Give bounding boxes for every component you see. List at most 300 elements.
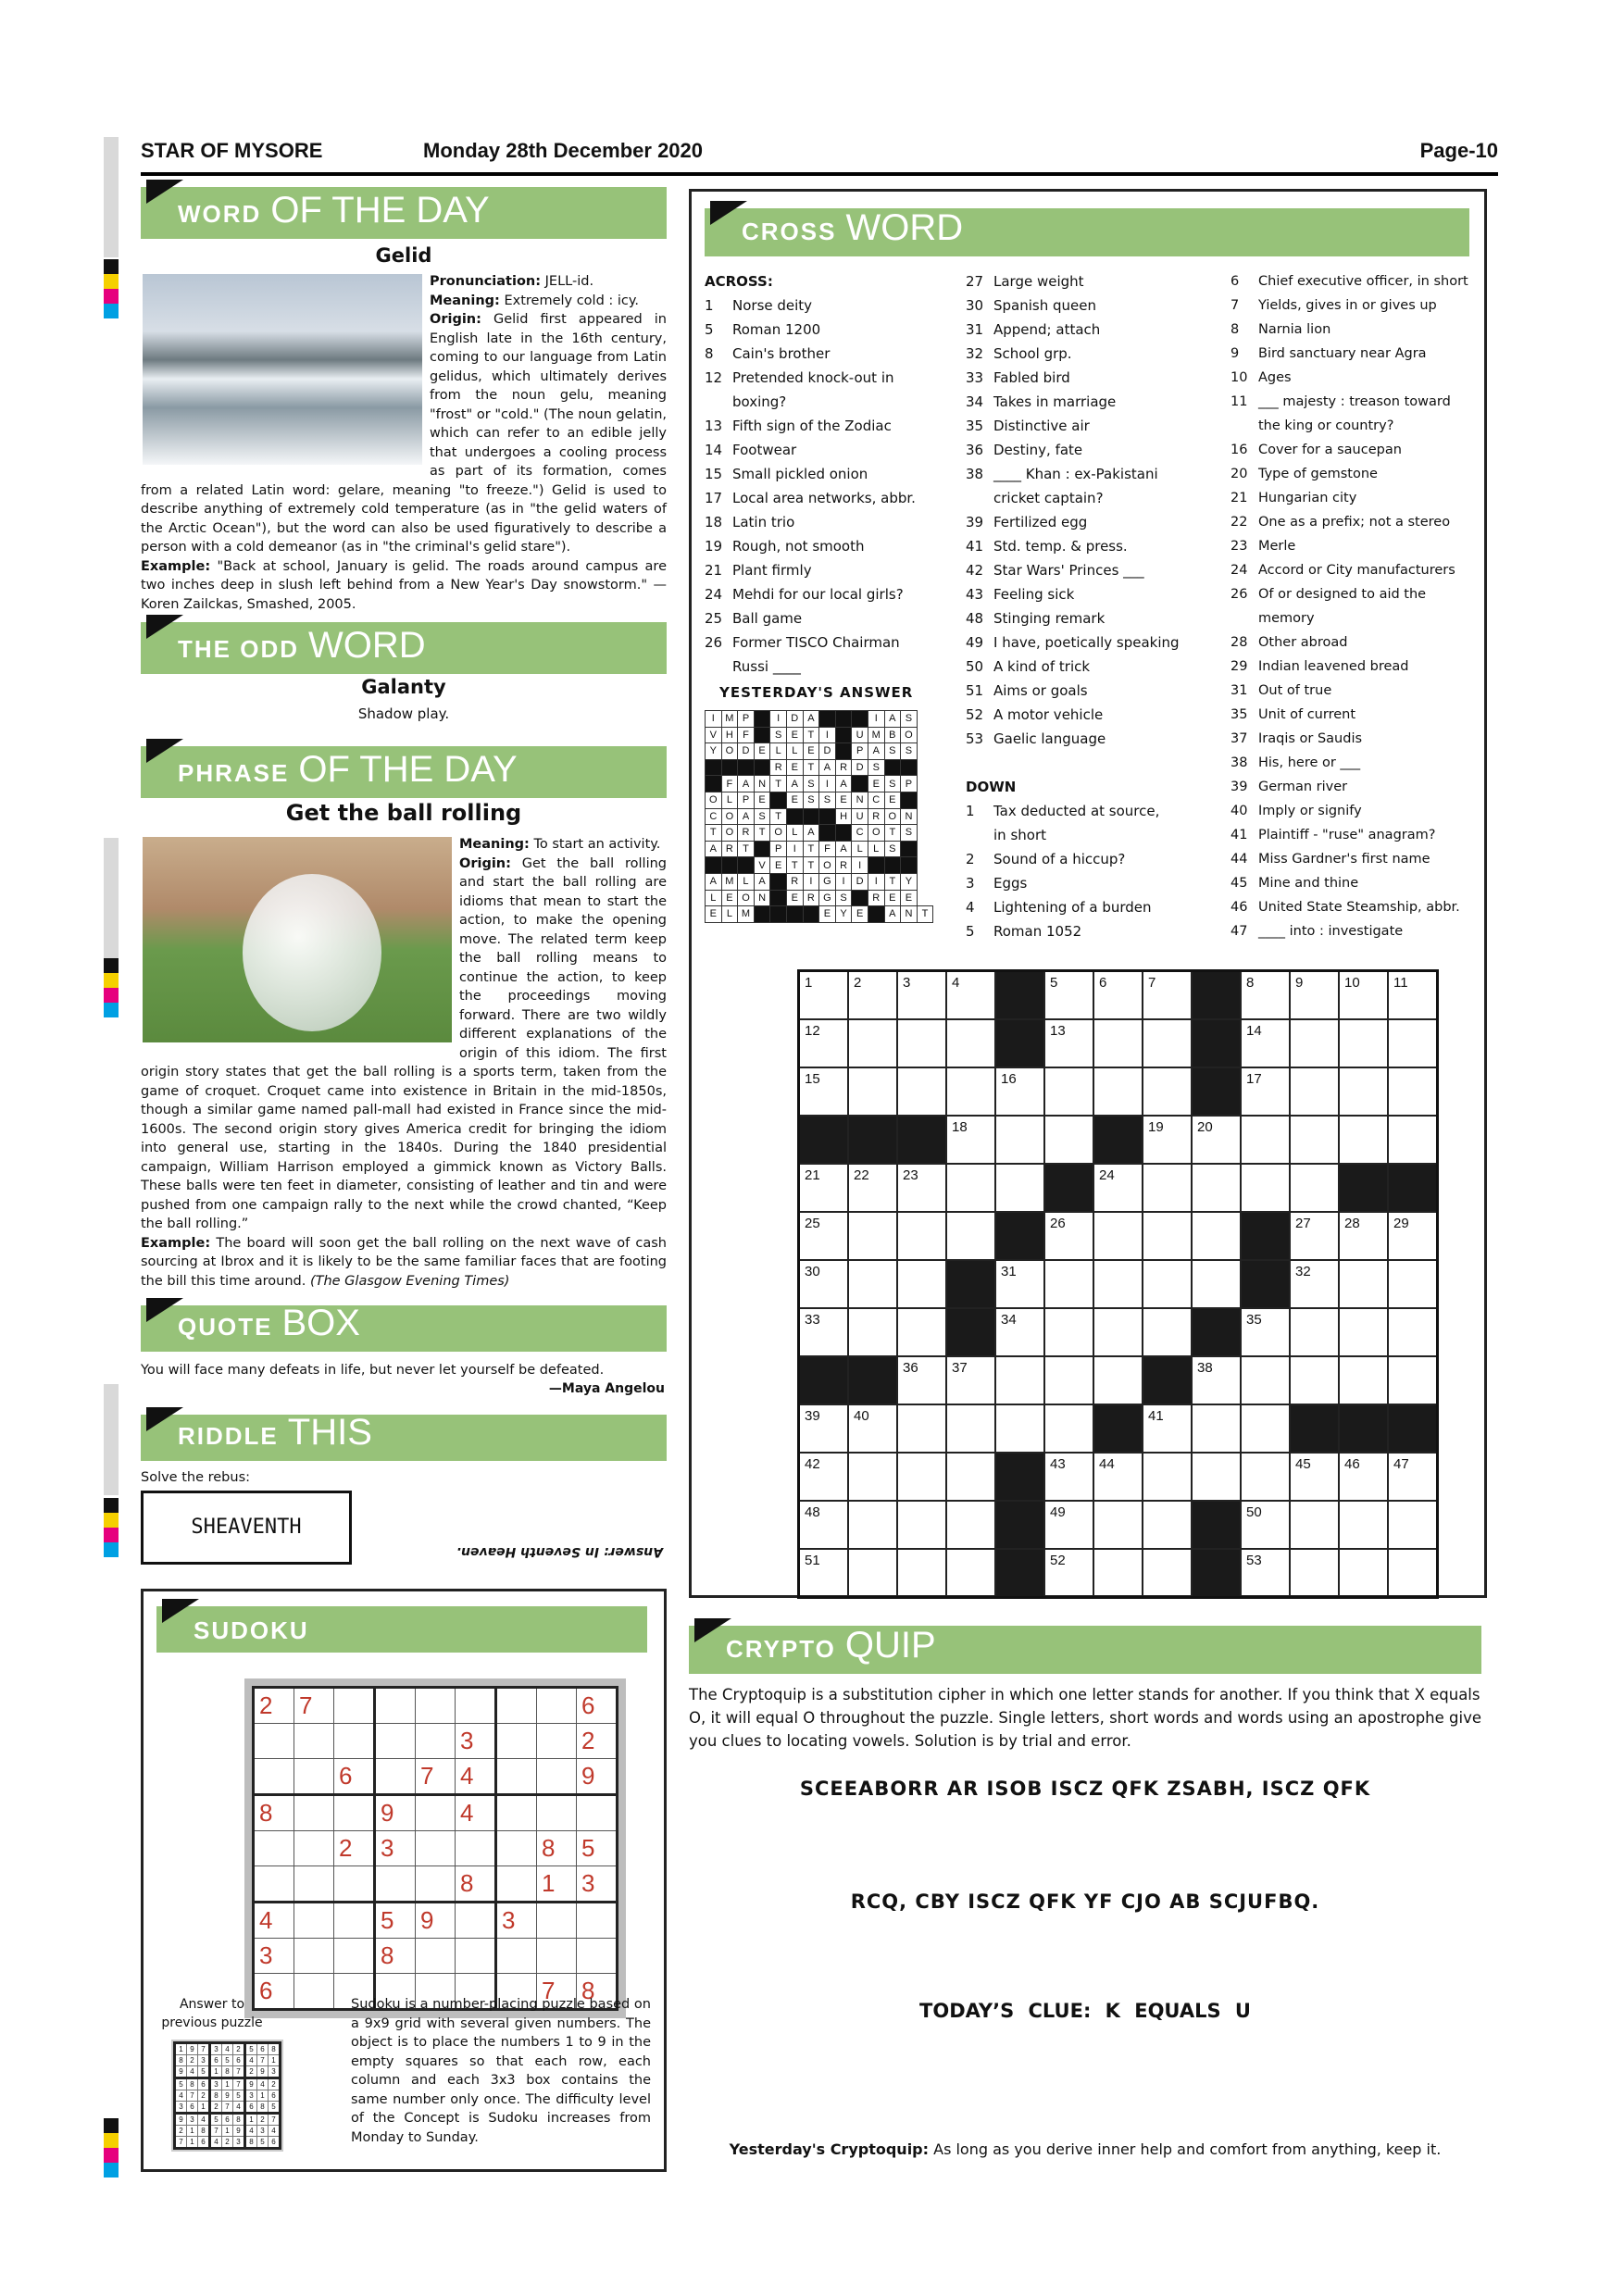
crossword-cell[interactable]: [1044, 1308, 1093, 1356]
sudoku-cell[interactable]: [334, 1724, 375, 1759]
crossword-cell[interactable]: [897, 1501, 946, 1549]
crossword-cell[interactable]: [1241, 1356, 1290, 1404]
sudoku-banner: [156, 1606, 647, 1653]
answer-cell: L: [770, 743, 787, 760]
clue-text: cricket captain?: [993, 490, 1104, 506]
answer-cell: 6: [198, 2078, 210, 2090]
answer-cell: N: [852, 792, 868, 808]
crossword-cell[interactable]: [799, 1067, 849, 1116]
answer-cell: P: [852, 743, 868, 760]
crossword-cell[interactable]: [1290, 1067, 1339, 1116]
sudoku-cell[interactable]: [577, 1795, 618, 1831]
answer-cell: A: [819, 759, 836, 776]
answer-cell: N: [754, 776, 770, 792]
black-square: [1093, 1404, 1143, 1453]
phrase-meaning: To start an activity.: [529, 837, 661, 852]
sudoku-cell[interactable]: [577, 1903, 618, 1939]
clue-number: 8: [705, 345, 714, 362]
across-clue: [705, 318, 955, 342]
crossword-cell[interactable]: [946, 1164, 995, 1212]
quote-text: You will face many defeats in life, but never let yourself be defeated.: [141, 1363, 605, 1378]
answer-cell: S: [819, 792, 836, 808]
sudoku-cell[interactable]: [375, 1759, 416, 1795]
down-clue: [1230, 895, 1475, 919]
crossword-cell[interactable]: [1388, 1356, 1438, 1404]
crossword-cell[interactable]: [1093, 1501, 1143, 1549]
clue-text: Fifth sign of the Zodiac: [732, 418, 892, 434]
crossword-cell[interactable]: [1143, 971, 1192, 1020]
crossword-cell[interactable]: [799, 971, 849, 1020]
clue-text: Pretended knock-out in: [732, 369, 894, 386]
sudoku-cell: 8: [456, 1866, 496, 1903]
down-clue: [1230, 293, 1475, 318]
sudoku-grid: [252, 1686, 618, 2011]
cryptoquip-banner: [689, 1626, 1481, 1674]
clue-number: 46: [1230, 900, 1248, 915]
crossword-cell[interactable]: [995, 1116, 1044, 1164]
riddle-banner: [141, 1412, 667, 1461]
crossword-cell[interactable]: [1241, 1308, 1290, 1356]
answer-cell: 9: [222, 2090, 233, 2102]
crossword-cell[interactable]: [848, 1164, 897, 1212]
crossword-cell[interactable]: [1290, 1356, 1339, 1404]
crossword-cell[interactable]: [1093, 1308, 1143, 1356]
crossword-cell[interactable]: [1290, 1453, 1339, 1501]
answer-cell: 3: [269, 2066, 281, 2078]
crossword-cell[interactable]: [946, 1356, 995, 1404]
crossword-cell[interactable]: [1241, 1404, 1290, 1453]
sudoku-cell[interactable]: [334, 1795, 375, 1831]
sudoku-cell[interactable]: [416, 1795, 456, 1831]
black-square: [848, 1116, 897, 1164]
sudoku-panel: [141, 1589, 667, 2172]
crossword-cell[interactable]: [1143, 1404, 1192, 1453]
crossword-cell[interactable]: [799, 1549, 849, 1598]
answer-cell: N: [901, 808, 918, 825]
crossword-cell[interactable]: [897, 1308, 946, 1356]
registration-mark: [104, 1513, 119, 1528]
crossword-cell[interactable]: [1044, 1067, 1093, 1116]
clue-text: Roman 1052: [993, 923, 1082, 940]
sudoku-cell[interactable]: [254, 1831, 294, 1866]
crossword-cell[interactable]: [1339, 971, 1388, 1020]
sudoku-cell[interactable]: [496, 1939, 537, 1974]
sudoku-cell[interactable]: [537, 1795, 577, 1831]
crossword-cell[interactable]: [799, 1260, 849, 1308]
crossword-cell[interactable]: [848, 1404, 897, 1453]
crossword-cell[interactable]: [1241, 1019, 1290, 1067]
crossword-cell[interactable]: [1143, 1212, 1192, 1260]
answer-cell: F: [721, 776, 738, 792]
sudoku-cell[interactable]: [496, 1759, 537, 1795]
clue-text: A motor vehicle: [993, 706, 1104, 723]
crossword-cell[interactable]: [1241, 971, 1290, 1020]
crossword-cell[interactable]: [1044, 1549, 1093, 1598]
crossword-cell[interactable]: [1044, 971, 1093, 1020]
sudoku-cell[interactable]: [294, 1903, 334, 1939]
crossword-cell[interactable]: [1241, 1549, 1290, 1598]
crossword-cell[interactable]: [1388, 1453, 1438, 1501]
crossword-cell[interactable]: [897, 1164, 946, 1212]
across-clue: [705, 630, 955, 655]
down-clue: [1230, 871, 1475, 895]
crossword-cell[interactable]: [1143, 1501, 1192, 1549]
crossword-cell[interactable]: [1388, 1308, 1438, 1356]
crossword-cell[interactable]: [1044, 1019, 1093, 1067]
crossword-cell[interactable]: [1388, 1501, 1438, 1549]
sudoku-cell[interactable]: [577, 1939, 618, 1974]
sudoku-cell[interactable]: [456, 1939, 496, 1974]
crossword-cell[interactable]: [1290, 1308, 1339, 1356]
crossword-cell[interactable]: [1339, 1549, 1388, 1598]
crossword-cell[interactable]: [1339, 1453, 1388, 1501]
crossword-cell[interactable]: [1143, 1549, 1192, 1598]
crossword-cell[interactable]: [848, 1067, 897, 1116]
sudoku-cell[interactable]: [416, 1688, 456, 1724]
answer-cell: 7: [210, 2126, 222, 2137]
crossword-cell[interactable]: [1241, 1067, 1290, 1116]
crossword-cell[interactable]: [848, 1453, 897, 1501]
clue-number: 38: [1230, 755, 1248, 770]
cell-number: 53: [1246, 1553, 1262, 1568]
sudoku-cell[interactable]: [456, 1903, 496, 1939]
registration-bar: [104, 838, 119, 958]
registration-mark: [104, 973, 119, 988]
black-square: [995, 1501, 1044, 1549]
clue-text: the king or country?: [1258, 418, 1394, 433]
crossword-cell[interactable]: [1044, 1260, 1093, 1308]
crossword-cell[interactable]: [897, 1453, 946, 1501]
sudoku-cell[interactable]: [537, 1688, 577, 1724]
sudoku-cell[interactable]: [416, 1724, 456, 1759]
crossword-cell[interactable]: [1192, 1260, 1241, 1308]
crossword-cell[interactable]: [1290, 1019, 1339, 1067]
cell-number: 47: [1393, 1456, 1409, 1472]
crossword-cell[interactable]: [1241, 1501, 1290, 1549]
crossword-cell[interactable]: [995, 1404, 1044, 1453]
black-square: [1290, 1404, 1339, 1453]
sudoku-cell[interactable]: [334, 1939, 375, 1974]
black-square: [770, 906, 787, 923]
sudoku-cell[interactable]: [254, 1866, 294, 1903]
crossword-cell[interactable]: [848, 1260, 897, 1308]
answer-cell: R: [835, 857, 852, 874]
sudoku-cell[interactable]: [254, 1724, 294, 1759]
across-heading: ACROSS:: [705, 273, 773, 290]
answer-cell: A: [835, 841, 852, 857]
crossword-cell[interactable]: [1044, 1501, 1093, 1549]
crossword-cell[interactable]: [1093, 1019, 1143, 1067]
crossword-cell[interactable]: [946, 1067, 995, 1116]
sudoku-cell[interactable]: [334, 1688, 375, 1724]
crossword-cell[interactable]: [1339, 1019, 1388, 1067]
answer-cell: 3: [187, 2114, 198, 2126]
clue-number: 15: [705, 466, 723, 482]
sudoku-cell[interactable]: [375, 1724, 416, 1759]
sudoku-cell[interactable]: [294, 1866, 334, 1903]
crossword-cell[interactable]: [1290, 1164, 1339, 1212]
answer-cell: I: [835, 873, 852, 890]
sudoku-cell[interactable]: [496, 1831, 537, 1866]
sudoku-cell[interactable]: [496, 1688, 537, 1724]
crossword-cell[interactable]: [946, 1453, 995, 1501]
answer-cell: O: [721, 825, 738, 842]
crossword-cell[interactable]: [897, 1067, 946, 1116]
down-clue: [1230, 582, 1475, 606]
black-square: [946, 1260, 995, 1308]
crossword-cell[interactable]: [1192, 1116, 1241, 1164]
crossword-cell[interactable]: [1143, 1116, 1192, 1164]
cell-number: 45: [1295, 1456, 1311, 1472]
sudoku-cell[interactable]: [456, 1688, 496, 1724]
sudoku-cell[interactable]: [294, 1795, 334, 1831]
crossword-cell[interactable]: [1339, 1260, 1388, 1308]
crossword-cell[interactable]: [946, 1404, 995, 1453]
crossword-cell[interactable]: [1388, 971, 1438, 1020]
crossword-cell[interactable]: [1290, 1260, 1339, 1308]
answer-cell: 2: [198, 2090, 210, 2102]
sudoku-cell[interactable]: [537, 1759, 577, 1795]
crossword-cell[interactable]: [1044, 1404, 1093, 1453]
clue-text: Stinging remark: [993, 610, 1106, 627]
crossword-cell[interactable]: [1290, 1116, 1339, 1164]
crossword-cell[interactable]: [848, 1501, 897, 1549]
sudoku-cell[interactable]: [496, 1724, 537, 1759]
crossword-cell[interactable]: [848, 1212, 897, 1260]
crossword-cell[interactable]: [1093, 1212, 1143, 1260]
sudoku-cell[interactable]: [416, 1866, 456, 1903]
crossword-cell[interactable]: [995, 1308, 1044, 1356]
sudoku-cell[interactable]: [294, 1724, 334, 1759]
black-square: [799, 1356, 849, 1404]
crossword-cell[interactable]: [1192, 1453, 1241, 1501]
answer-cell: 5: [269, 2102, 281, 2114]
sudoku-title: SUDOKU: [194, 1616, 309, 1644]
crossword-cell[interactable]: [1339, 1308, 1388, 1356]
crossword-cell[interactable]: [1339, 1116, 1388, 1164]
crossword-cell[interactable]: [1093, 1549, 1143, 1598]
black-square: [754, 759, 770, 776]
crossword-cell[interactable]: [1339, 1501, 1388, 1549]
sudoku-cell[interactable]: [294, 1974, 334, 2010]
clue-number: 50: [966, 658, 984, 675]
sudoku-cell[interactable]: [496, 1866, 537, 1903]
crossword-cell[interactable]: [897, 1549, 946, 1598]
crossword-cell[interactable]: [799, 1164, 849, 1212]
crossword-cell[interactable]: [848, 1308, 897, 1356]
crossword-cell[interactable]: [1044, 1453, 1093, 1501]
crossword-cell[interactable]: [946, 971, 995, 1020]
sudoku-cell[interactable]: [294, 1939, 334, 1974]
sudoku-cell[interactable]: [416, 1939, 456, 1974]
clue-text: in short: [993, 827, 1046, 843]
crossword-cell[interactable]: [1044, 1116, 1093, 1164]
cell-number: 9: [1295, 975, 1304, 991]
answer-cell: A: [706, 873, 722, 890]
crossword-cell[interactable]: [1143, 1260, 1192, 1308]
clue-text: Hungarian city: [1258, 491, 1357, 505]
across-clue: [966, 438, 1216, 462]
clue-number: 21: [705, 562, 723, 579]
crossword-cell[interactable]: [1241, 1453, 1290, 1501]
sudoku-cell[interactable]: [254, 1759, 294, 1795]
answer-cell: 3: [245, 2090, 257, 2102]
origin: Gelid first appeared in English late in the 16th century, coming to our language from Latin gelidus, which ultimately derives from the noun gelu, meaning "frost" or "cold." (The noun gelatin, which can refer to an edible jelly that undergoes a cooling process as part of its formation, comes from a related Latin word: gelare, meaning "to freeze.") Gelid is used to describe anything of extremely cold temperature (as in "the gelid waters of the Arctic Ocean"), but the word can also be used figuratively to describe a person with a cold demeanor (as in "the criminal's gelid stare").: [141, 312, 667, 555]
crossword-cell[interactable]: [848, 1549, 897, 1598]
across-clue: [966, 655, 1216, 679]
sudoku-cell[interactable]: [294, 1759, 334, 1795]
crossword-cell[interactable]: [897, 1260, 946, 1308]
sudoku-cell[interactable]: [375, 1866, 416, 1903]
answer-cell: E: [835, 792, 852, 808]
cell-number: 7: [1148, 975, 1156, 991]
down-clue: [1230, 366, 1475, 390]
sudoku-cell[interactable]: [537, 1939, 577, 1974]
crossword-cell[interactable]: [1093, 971, 1143, 1020]
crossword-cell[interactable]: [1093, 1260, 1143, 1308]
answer-cell: 7: [175, 2137, 187, 2149]
sudoku-cell[interactable]: [456, 1831, 496, 1866]
crossword-cell[interactable]: [1143, 1019, 1192, 1067]
crossword-cell[interactable]: [799, 1212, 849, 1260]
crossword-cell[interactable]: [1093, 1453, 1143, 1501]
sudoku-cell[interactable]: [334, 1903, 375, 1939]
sudoku-cell[interactable]: [496, 1795, 537, 1831]
crossword-cell[interactable]: [1388, 1019, 1438, 1067]
answer-cell: 6: [269, 2137, 281, 2149]
crossword-cell[interactable]: [946, 1212, 995, 1260]
cell-number: 30: [805, 1264, 820, 1279]
sudoku-cell[interactable]: [334, 1866, 375, 1903]
crossword-cell[interactable]: [1143, 1164, 1192, 1212]
answer-cell: 1: [269, 2055, 281, 2066]
clue-text: Norse deity: [732, 297, 813, 314]
down-clue: [1230, 486, 1475, 510]
answer-cell: R: [721, 841, 738, 857]
crossword-cell[interactable]: [995, 1164, 1044, 1212]
black-square: [738, 759, 755, 776]
clue-number: 41: [966, 538, 984, 555]
answer-cell: V: [754, 857, 770, 874]
clue-number: 37: [1230, 731, 1248, 746]
origin-label: Origin:: [459, 855, 511, 871]
clue-text: Gaelic language: [993, 730, 1106, 747]
crossword-cell[interactable]: [799, 1019, 849, 1067]
crossword-cell[interactable]: [1388, 1116, 1438, 1164]
crossword-cell[interactable]: [995, 1356, 1044, 1404]
crossword-cell[interactable]: [1093, 1164, 1143, 1212]
crossword-cell[interactable]: [1339, 1356, 1388, 1404]
crossword-cell[interactable]: [1093, 1356, 1143, 1404]
answer-cell: 7: [222, 2102, 233, 2114]
crossword-cell[interactable]: [1143, 1308, 1192, 1356]
answer-cell: S: [901, 711, 918, 728]
crossword-cell[interactable]: [897, 1019, 946, 1067]
crossword-cell[interactable]: [1290, 1549, 1339, 1598]
answer-cell: E: [884, 890, 901, 906]
across-clue: [705, 655, 955, 679]
crossword-cell[interactable]: [995, 1260, 1044, 1308]
cell-number: 39: [805, 1408, 820, 1424]
crossword-cell[interactable]: [1192, 1164, 1241, 1212]
crossword-cell[interactable]: [995, 1067, 1044, 1116]
clue-text: Lightening of a burden: [993, 899, 1152, 916]
answer-cell: 7: [233, 2066, 245, 2078]
black-square: [1339, 1404, 1388, 1453]
section-title-a: WORD: [178, 200, 262, 228]
crossword-cell[interactable]: [1192, 1404, 1241, 1453]
answer-cell: T: [803, 759, 819, 776]
crossword-cell[interactable]: [897, 1404, 946, 1453]
crossword-cell[interactable]: [799, 1308, 849, 1356]
clue-number: 39: [966, 514, 984, 530]
cell-number: 46: [1344, 1456, 1360, 1472]
crossword-cell[interactable]: [897, 971, 946, 1020]
yesterday-answer-label: YESTERDAY'S ANSWER: [719, 684, 914, 701]
crossword-cell[interactable]: [1388, 1067, 1438, 1116]
crossword-cell[interactable]: [1044, 1356, 1093, 1404]
crossword-cell[interactable]: [946, 1549, 995, 1598]
answer-cell: 1: [198, 2102, 210, 2114]
crossword-cell[interactable]: [1241, 1164, 1290, 1212]
crossword-cell[interactable]: [897, 1212, 946, 1260]
crossword-cell[interactable]: [848, 971, 897, 1020]
crossword-cell[interactable]: [1388, 1260, 1438, 1308]
cell-number: 6: [1099, 975, 1107, 991]
sudoku-cell[interactable]: [537, 1724, 577, 1759]
crossword-cell[interactable]: [1143, 1067, 1192, 1116]
answer-cell: D: [852, 759, 868, 776]
crossword-cell[interactable]: [799, 1404, 849, 1453]
crossword-cell[interactable]: [1192, 1356, 1241, 1404]
answer-cell: 6: [257, 2043, 269, 2055]
crossword-cell[interactable]: [1044, 1212, 1093, 1260]
crossword-cell[interactable]: [946, 1116, 995, 1164]
crossword-cell[interactable]: [1192, 1212, 1241, 1260]
sudoku-cell[interactable]: [375, 1688, 416, 1724]
crossword-cell[interactable]: [1290, 1212, 1339, 1260]
answer-cell: 8: [175, 2055, 187, 2066]
sudoku-cell[interactable]: [294, 1831, 334, 1866]
sudoku-cell[interactable]: [537, 1903, 577, 1939]
crossword-cell[interactable]: [1093, 1067, 1143, 1116]
crossword-cell[interactable]: [897, 1356, 946, 1404]
clue-number: [1230, 606, 1258, 630]
crossword-cell[interactable]: [799, 1453, 849, 1501]
crossword-cell[interactable]: [1388, 1549, 1438, 1598]
crossword-cell[interactable]: [848, 1019, 897, 1067]
answer-cell: E: [786, 792, 803, 808]
crossword-cell[interactable]: [1290, 1501, 1339, 1549]
crossword-cell[interactable]: [1143, 1453, 1192, 1501]
crossword-cell[interactable]: [1241, 1116, 1290, 1164]
crossword-cell[interactable]: [799, 1501, 849, 1549]
clue-number: 3: [966, 875, 975, 892]
crossword-cell[interactable]: [1339, 1212, 1388, 1260]
clue-text: Small pickled onion: [732, 466, 868, 482]
odd-word: Galanty: [361, 676, 446, 698]
sudoku-cell[interactable]: [416, 1831, 456, 1866]
answer-cell: 8: [210, 2090, 222, 2102]
example-label: Example:: [141, 1235, 211, 1251]
crossword-cell[interactable]: [1388, 1212, 1438, 1260]
crossword-cell[interactable]: [946, 1019, 995, 1067]
crossword-cell[interactable]: [1339, 1067, 1388, 1116]
clue-text: Merle: [1258, 539, 1296, 554]
crossword-cell[interactable]: [946, 1501, 995, 1549]
across-clue: [966, 679, 1216, 703]
crossword-cell[interactable]: [1290, 971, 1339, 1020]
